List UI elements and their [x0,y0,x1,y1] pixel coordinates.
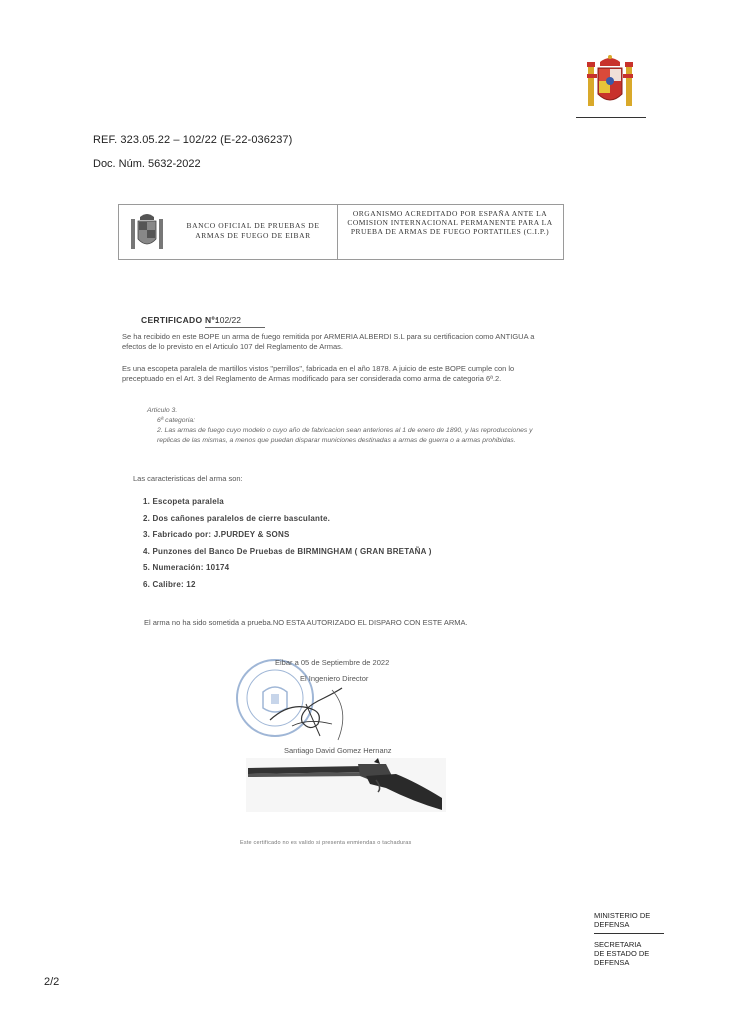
reference-number: REF. 323.05.22 – 102/22 (E-22-036237) [93,134,293,146]
bope-crest-icon [129,211,165,253]
ministry-line-1: MINISTERIO DE [594,911,651,920]
quote-subtitle: 6ª categoria: [157,417,196,424]
crest-underline [576,117,646,118]
reception-paragraph: Se ha recibido en este BOPE un arma de fuego remitida por ARMERIA ALBERDI S.L para su certificacion como ANTIGUA a efectos de lo previsto en el Articulo 107 del Reglamento de Armas. [122,332,535,351]
page-number: 2/2 [44,976,60,988]
quote-body: 2. Las armas de fuego cuyo modelo o cuyo año de fabricacion sean anteriores al 1 de enero de 1890, y las reproducciones y replicas de las mismas, a menos que puedan disparar municiones destinadas a armas de guerra o a armas prohibidas. [157,427,533,444]
header-divider [337,205,338,259]
characteristics-list [143,497,432,596]
list-item: 3. Fabricado por: J.PURDEY & SONS [143,530,290,539]
director-title: El Ingeniero Director [300,674,369,683]
ministry-divider [594,933,664,934]
quote-title: Articulo 3. [147,407,178,414]
list-item: 2. Dos cañones paralelos de cierre basculante. [143,513,331,523]
cip-accreditation: ORGANISMO ACREDITADO POR ESPAÑA ANTE LA COMISION INTERNACIONAL PERMANENTE PARA LA PRUEBA DE ARMAS DE FUEGO PORTATILES (C.I.P.) [347,209,553,237]
certificate-number-underline [205,327,265,328]
handwritten-signature-icon [262,680,352,744]
bope-name: BANCO OFICIAL DE PRUEBAS DE ARMAS DE FUEGO DE EIBAR [186,221,320,240]
certificate-number: 102/22 [215,315,241,325]
ministry-label [594,911,650,929]
characteristics-title: Las caracteristicas del arma son: [133,474,243,483]
ministry-line-2: DEFENSA [594,920,630,929]
shotgun-image [246,758,446,812]
validity-footnote: Este certificado no es valido si presenta enmiendas o tachaduras [240,840,412,846]
secretaria-line-2: DE ESTADO DE [594,949,650,958]
list-item: 1. Escopeta paralela [143,497,224,506]
list-item: 4. Punzones del Banco De Pruebas de BIRMINGHAM ( GRAN BRETAÑA ) [143,546,432,556]
description-paragraph: Es una escopeta paralela de martillos vistos "perrillos", fabricada en el año 1878. A juicio de este BOPE cumple con lo preceptuado en el Art. 3 del Reglamento de Armas modificado para ser considerada como arma de categoria 6ª.2. [122,364,515,383]
secretaria-label [594,940,684,967]
place-and-date: Eibar a 05 de Septiembre de 2022 [275,658,390,667]
not-fired-notice: El arma no ha sido sometida a prueba.NO ESTA AUTORIZADO EL DISPARO CON ESTE ARMA. [144,618,468,627]
certificate-label: CERTIFICADO Nº: [141,315,219,325]
regulation-quote [147,406,537,446]
spain-coat-of-arms-icon [586,54,634,116]
list-item: 5. Numeración: 10174 [143,563,230,572]
secretaria-line-3: DEFENSA [594,958,630,967]
secretaria-line-1: SECRETARIA [594,940,642,949]
list-item: 6. Calibre: 12 [143,579,196,589]
header-box [118,204,564,260]
document-number: Doc. Núm. 5632-2022 [93,158,201,170]
signer-name: Santiago David Gomez Hernanz [284,746,392,755]
